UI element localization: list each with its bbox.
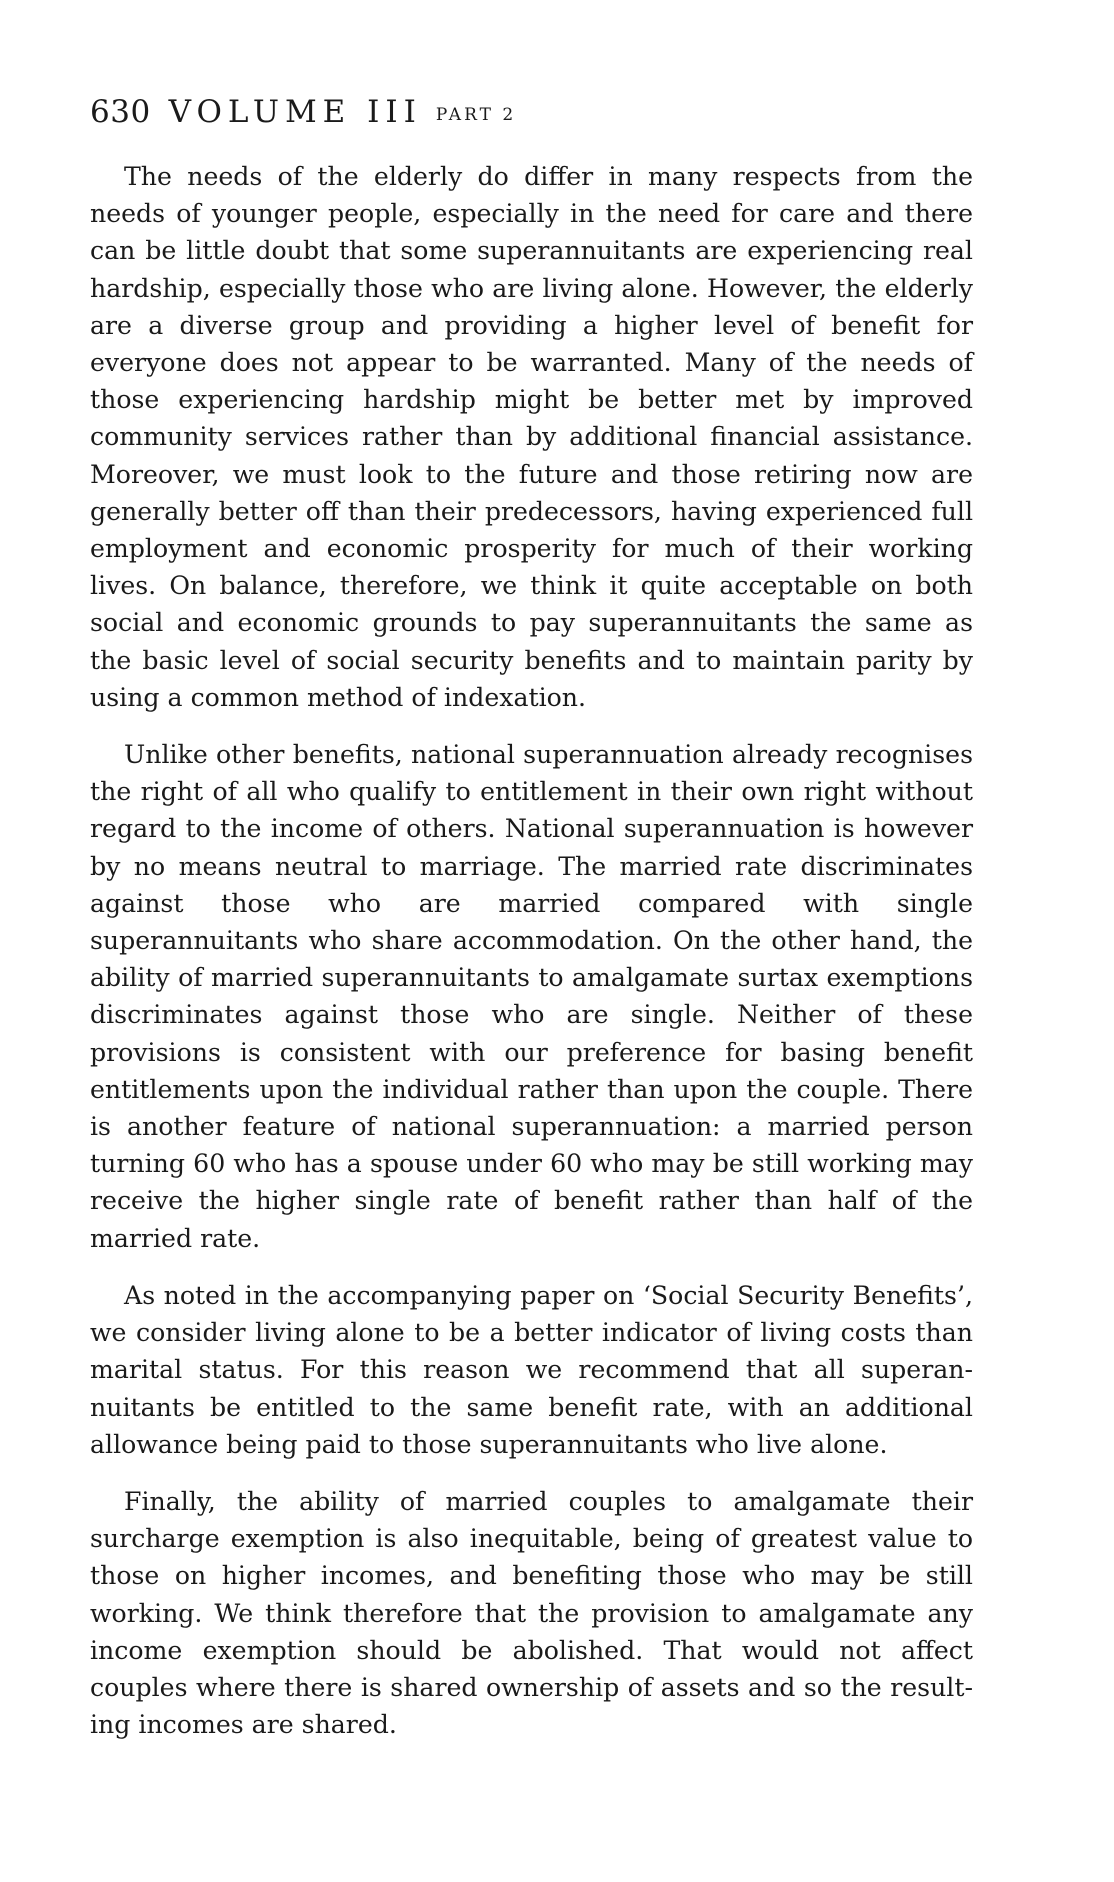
running-head bbox=[90, 92, 516, 135]
page-number: 630 bbox=[90, 94, 151, 130]
paragraph: Unlike other benefits, national superannuation already recognises the right of all who qualify to entitlement in their own right without regard to the income of others. National superannuation is however by no means neutral to marriage. The married rate discriminates against those who are married compared with single superannuitants who share accommodation. On the other hand, the ability of married superannuitants to amalgamate surtax exemptions discriminates against those who are single. Neither of these provisions is consistent with our preference for basing benefit entitlements upon the individual rather than upon the couple. There is another feature of national superannuation: a married person turning 60 who has a spouse under 60 who may be still working may receive the higher single rate of benefit rather than half of the married rate. bbox=[90, 740, 973, 1253]
body-text bbox=[90, 158, 973, 1763]
part-label: PART 2 bbox=[435, 105, 517, 125]
paragraph: As noted in the accompanying paper on ‘Social Security Benefits’, we consider living alone to be a better indicator of living costs than marital status. For this reason we recommend that all superannuitants be entitled to the same benefit rate, with an additional allowance being paid to those superannuitants who live alone. bbox=[90, 1280, 973, 1459]
paragraph: Finally, the ability of married couples to amalgamate their surcharge exemption is also inequitable, being of greatest value to those on higher incomes, and benefiting those who may be still working. We think therefore that the provision to amalgamate any income exemption should be abolished. That would not affect couples where there is shared ownership of assets and so the resulting incomes are shared. bbox=[90, 1486, 973, 1740]
paragraph: The needs of the elderly do differ in many respects from the needs of younger people, especially in the need for care and there can be little doubt that some superannuitants are experiencing real hardship, especially those who are living alone. However, the elderly are a diverse group and providing a higher level of benefit for everyone does not appear to be warranted. Many of the needs of those experiencing hardship might be better met by improved community services rather than by additional financial assistance. Moreover, we must look to the future and those retiring now are generally better off than their predecessors, having experienced full employment and economic prosperity for much of their working lives. On balance, therefore, we think it quite acceptable on both social and economic grounds to pay superannuitants the same as the basic level of social security benefits and to maintain parity by using a common method of indexation. bbox=[90, 162, 973, 712]
volume-label: VOLUME III bbox=[168, 94, 422, 130]
